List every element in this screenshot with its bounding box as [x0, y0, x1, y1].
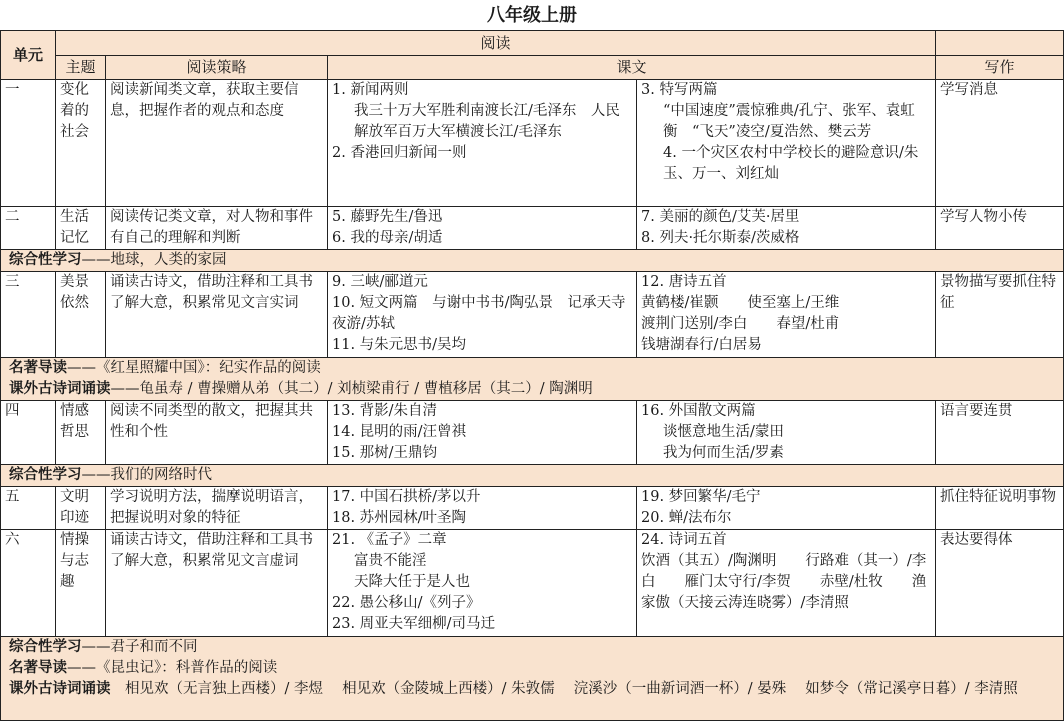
header-row-1 — [1, 31, 1064, 56]
unit-row — [1, 487, 1064, 530]
header-reading: 阅读 — [56, 31, 936, 56]
text-line: 10. 短文两篇 与谢中书书/陶弘景 记承天寺夜游/苏轼 — [332, 295, 626, 332]
section-label: 综合性学习 — [9, 252, 82, 268]
unit-writing: 抓住特征说明事物 — [936, 487, 1064, 530]
text-line: 富贵不能淫 — [354, 553, 427, 569]
unit-theme: 变化着的社会 — [56, 80, 106, 207]
text-line: 24. 诗词五首 — [641, 532, 727, 548]
curriculum-table — [0, 30, 1064, 721]
text-line: 15. 那树/王鼎钧 — [332, 445, 438, 461]
text-line: 6. 我的母亲/胡适 — [332, 230, 443, 246]
header-unit: 单元 — [1, 31, 56, 80]
unit-theme: 美景依然 — [56, 272, 106, 358]
unit-texts-left — [328, 80, 637, 207]
section-footer — [1, 637, 1064, 721]
unit-number: 二 — [1, 207, 56, 250]
unit-texts-left — [328, 401, 637, 465]
header-writing: 写作 — [936, 56, 1064, 80]
header-blank — [936, 31, 1064, 56]
text-line: 我为何而生活/罗素 — [663, 445, 784, 461]
text-line: 饮酒（其五）/陶渊明 行路难（其一）/李白 雁门太守行/李贺 赤壁/杜牧 渔家傲（天接云涛连晓雾）/李清照 — [641, 553, 927, 611]
unit-theme: 情操与志趣 — [56, 530, 106, 637]
unit-row — [1, 530, 1064, 637]
unit-writing: 语言要连贯 — [936, 401, 1064, 465]
section-label: 综合性学习 — [9, 639, 82, 655]
text-line: 21. 《孟子》二章 — [332, 532, 447, 548]
unit-writing: 学写消息 — [936, 80, 1064, 207]
text-line: 11. 与朱元思书/吴均 — [332, 337, 467, 353]
text-line: 20. 蝉/法布尔 — [641, 510, 732, 526]
section-row — [1, 465, 1064, 487]
unit-writing: 景物描写要抓住特征 — [936, 272, 1064, 358]
unit-texts-right — [637, 272, 936, 358]
unit-number: 六 — [1, 530, 56, 637]
unit-theme: 生活记忆 — [56, 207, 106, 250]
unit-theme: 情感哲思 — [56, 401, 106, 465]
unit-writing: 学写人物小传 — [936, 207, 1064, 250]
text-line: 黄鹤楼/崔颢 使至塞上/王维 — [641, 295, 840, 311]
section-text: ——君子和而不同 — [81, 639, 198, 655]
unit-theme: 文明印迹 — [56, 487, 106, 530]
section-text: ——龟虽寿 / 曹操赠从弟（其二）/ 刘桢梁甫行 / 曹植移居（其二）/ 陶渊明 — [110, 381, 593, 397]
unit-strategy: 诵读古诗文，借助注释和工具书了解大意，积累常见文言虚词 — [106, 530, 328, 637]
section-comprehensive-learning — [1, 465, 1064, 487]
section-label: 名著导读 — [9, 360, 67, 376]
section-comprehensive-learning — [1, 250, 1064, 272]
page-title: 八年级上册 — [487, 5, 577, 26]
unit-texts-left — [328, 487, 637, 530]
unit-row — [1, 272, 1064, 358]
text-line: 14. 昆明的雨/汪曾祺 — [332, 424, 467, 440]
section-label: 课外古诗词诵读 — [9, 381, 111, 397]
text-line: 8. 列夫·托尔斯泰/茨威格 — [641, 230, 800, 246]
text-line: “中国速度”震惊雅典/孔宁、张军、袁虹衡 “飞天”凌空/夏浩然、樊云芳 — [663, 103, 915, 140]
section-text: ——地球，人类的家园 — [81, 252, 227, 268]
unit-row — [1, 401, 1064, 465]
text-line: 19. 梦回繁华/毛宁 — [641, 489, 761, 505]
text-line: 16. 外国散文两篇 — [641, 403, 756, 419]
unit-texts-right — [637, 401, 936, 465]
text-line: 3. 特写两篇 — [641, 82, 718, 98]
unit-texts-right — [637, 207, 936, 250]
unit-texts-left — [328, 272, 637, 358]
text-line: 2. 香港回归新闻一则 — [332, 145, 467, 161]
unit-strategy: 诵读古诗文，借助注释和工具书了解大意，积累常见文言实词 — [106, 272, 328, 358]
text-line: 17. 中国石拱桥/茅以升 — [332, 489, 481, 505]
text-line: 9. 三峡/郦道元 — [332, 274, 428, 290]
text-line: 钱塘湖春行/白居易 — [641, 337, 762, 353]
unit-texts-right — [637, 530, 936, 637]
section-row — [1, 250, 1064, 272]
section-label: 名著导读 — [9, 660, 67, 676]
section-row — [1, 637, 1064, 721]
section-label: 综合性学习 — [9, 467, 82, 483]
header-texts: 课文 — [328, 56, 936, 80]
text-line: 谈惬意地生活/蒙田 — [663, 424, 784, 440]
text-line: 22. 愚公移山/《列子》 — [332, 595, 481, 611]
unit-row — [1, 80, 1064, 207]
unit-texts-right — [637, 80, 936, 207]
unit-strategy: 阅读不同类型的散文，把握其共性和个性 — [106, 401, 328, 465]
unit-texts-left — [328, 207, 637, 250]
section-row — [1, 358, 1064, 401]
text-line: 4. 一个灾区农村中学校长的避险意识/朱玉、万一、刘红灿 — [663, 145, 919, 182]
header-theme: 主题 — [56, 56, 106, 80]
unit-number: 一 — [1, 80, 56, 207]
section-text: ——我们的网络时代 — [81, 467, 212, 483]
text-line: 渡荆门送别/李白 春望/杜甫 — [641, 316, 840, 332]
unit-number: 三 — [1, 272, 56, 358]
text-line: 我三十万大军胜利南渡长江/毛泽东 人民解放军百万大军横渡长江/毛泽东 — [354, 103, 620, 140]
unit-writing: 表达要得体 — [936, 530, 1064, 637]
unit-texts-right — [637, 487, 936, 530]
text-line: 1. 新闻两则 — [332, 82, 409, 98]
unit-number: 四 — [1, 401, 56, 465]
text-line: 7. 美丽的颜色/艾芙·居里 — [641, 209, 800, 225]
text-line: 天降大任于是人也 — [354, 574, 470, 590]
header-strategy: 阅读策略 — [106, 56, 328, 80]
unit-strategy: 阅读传记类文章，对人物和事件有自己的理解和判断 — [106, 207, 328, 250]
text-line: 12. 唐诗五首 — [641, 274, 727, 290]
section-reading-guide — [1, 358, 1064, 401]
text-line: 5. 藤野先生/鲁迅 — [332, 209, 443, 225]
section-text: ——《红星照耀中国》：纪实作品的阅读 — [67, 360, 321, 376]
section-label: 课外古诗词诵读 — [9, 681, 111, 697]
unit-number: 五 — [1, 487, 56, 530]
unit-row — [1, 207, 1064, 250]
unit-texts-left — [328, 530, 637, 637]
text-line: 18. 苏州园林/叶圣陶 — [332, 510, 467, 526]
section-text: ——《昆虫记》：科普作品的阅读 — [67, 660, 278, 676]
section-text: 相见欢（无言独上西楼）/ 李煜 相见欢（金陵城上西楼）/ 朱敦儒 浣溪沙（一曲新词酒一杯）/ 晏殊 如梦令（常记溪亭日暮）/ 李清照 — [110, 681, 1018, 697]
unit-strategy: 学习说明方法，揣摩说明语言，把握说明对象的特征 — [106, 487, 328, 530]
unit-strategy: 阅读新闻类文章，获取主要信息，把握作者的观点和态度 — [106, 80, 328, 207]
header-row-2 — [1, 56, 1064, 80]
text-line: 13. 背影/朱自清 — [332, 403, 438, 419]
text-line: 23. 周亚夫军细柳/司马迁 — [332, 616, 496, 632]
